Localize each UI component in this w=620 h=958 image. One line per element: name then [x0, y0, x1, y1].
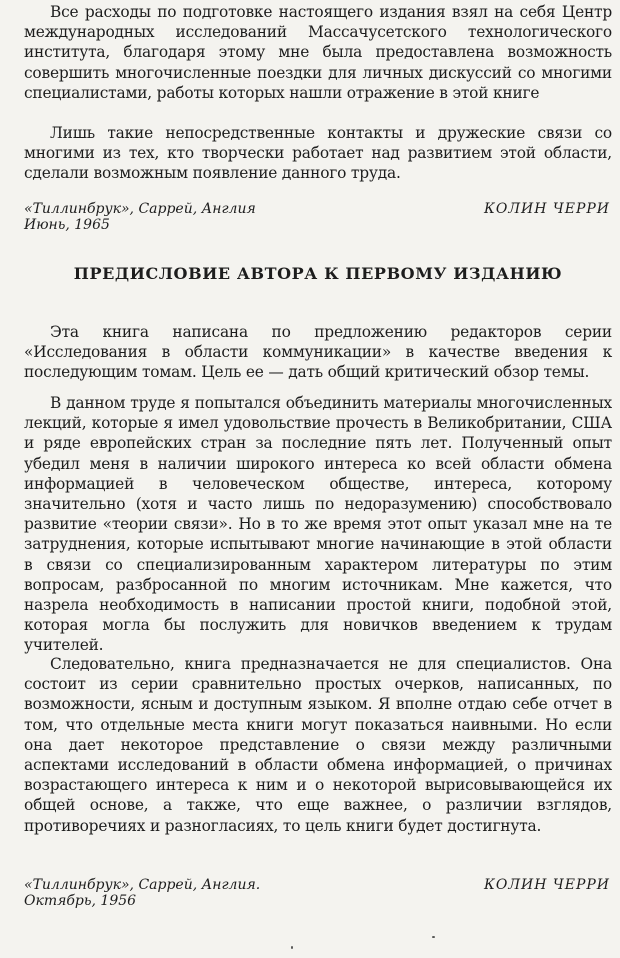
signature-place: «Тиллинбрук», Саррей, Англия — [24, 201, 256, 217]
print-speck — [291, 946, 293, 949]
signature-date: Октябрь, 1956 — [24, 893, 137, 909]
paragraph-lectures: В данном труде я попытался объединить материалы многочисленных лекций, которые я имел удовольствие прочесть в Великобритании, США и ряде европейских стран за последние пять лет. Полученный опыт убедил меня в наличии широкого интереса ко всей области обмена информацией в человеческом обществе, интереса, которому значительно (хотя и часто лишь по недоразумению) способствовало развитие «теории связи». Но в то же время этот опыт указал мне на те затруднения, которые испытывают многие начинающие в этой области в связи со специализированным характером литературы по этим вопросам, разбросанной по многим источникам. Мне кажется, что назрела необходимость в написании простой книги, подобной этой, которая могла бы послужить для новичков введением к трудам учителей. — [24, 394, 612, 655]
paragraph-contacts: Лишь такие непосредственные контакты и дружеские связи со многими из тех, кто творчески работает над развитием этой области, сделали возможным появление данного труда. — [24, 124, 612, 183]
paragraph-funding: Все расходы по подготовке настоящего издания взял на себя Центр международных исследований Массачусетского технологического института, благодаря этому мне была предоставлена возможность совершить многочисленные поездки для личных дискуссий со многими специалистами, работы которых нашли отражение в этой книге — [24, 3, 612, 102]
paragraph-audience: Следовательно, книга предназначается не для специалистов. Она состоит из серии сравнительно простых очерков, написанных, по возможности, ясным и доступным языком. Я вполне отдаю себе отчет в том, что отдельные места книги могут показаться наивными. Но если она дает некоторое представление о связи между различными аспектами исследований в области обмена информацией, о причинах возрастающего интереса к ним и о некоторой вырисовывающейся их общей основе, а также, что еще важнее, о различии взглядов, противоречиях и разногласиях, то цель книги будет достигнута. — [24, 655, 612, 835]
print-speck — [432, 936, 435, 938]
paragraph-purpose: Эта книга написана по предложению редакторов серии «Исследования в области коммуникации» в качестве введения к последующим томам. Цель ее — дать общий критический обзор темы. — [24, 323, 612, 382]
signature-name: КОЛИН ЧЕРРИ — [484, 201, 610, 217]
section-heading: ПРЕДИСЛОВИЕ АВТОРА К ПЕРВОМУ ИЗДАНИЮ — [73, 264, 563, 283]
signature-date: Июнь, 1965 — [24, 217, 110, 233]
signature-name: КОЛИН ЧЕРРИ — [484, 877, 610, 893]
signature-place: «Тиллинбрук», Саррей, Англия. — [24, 877, 261, 893]
